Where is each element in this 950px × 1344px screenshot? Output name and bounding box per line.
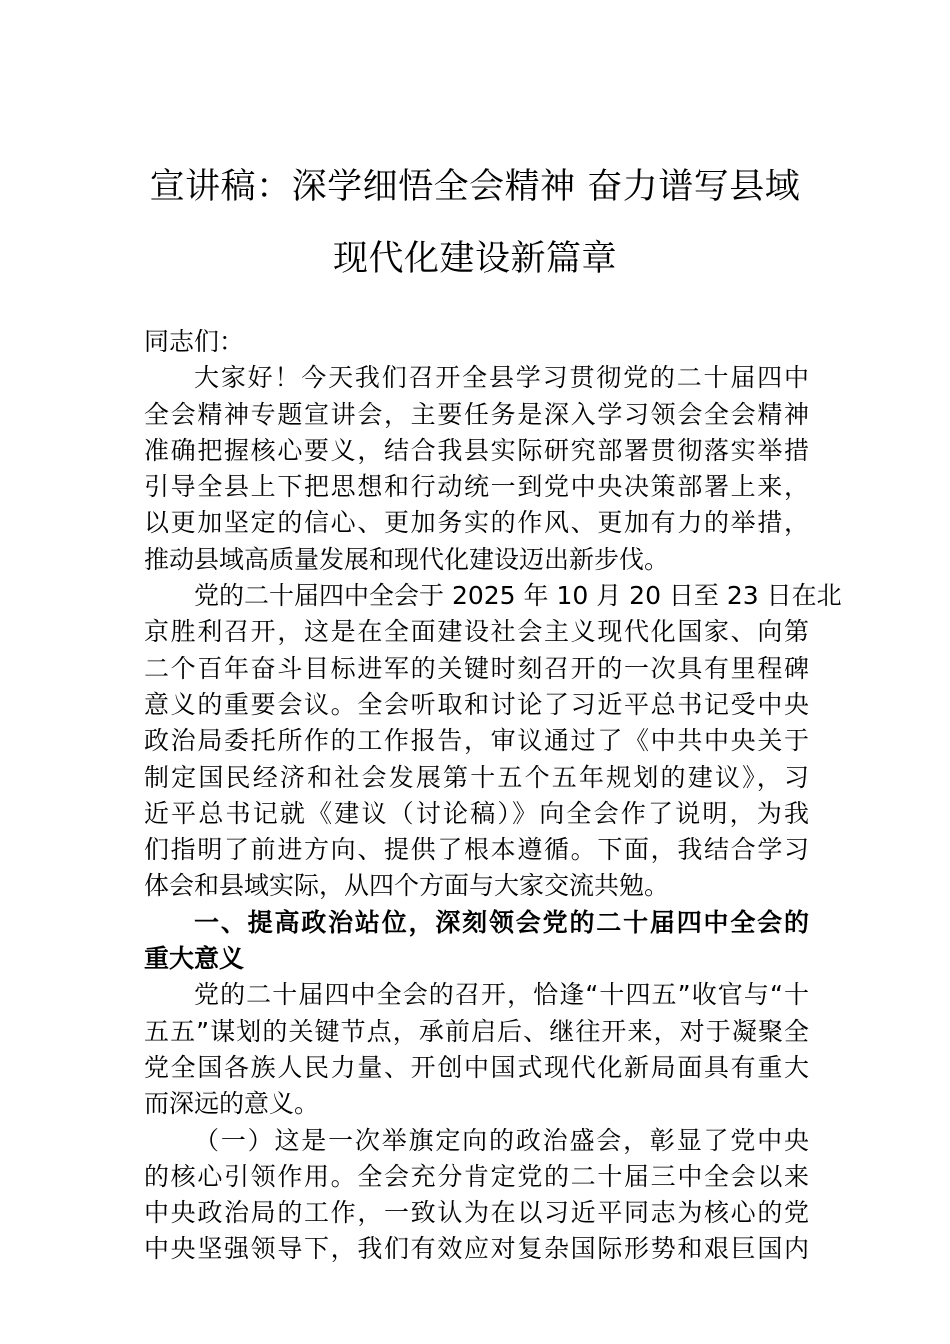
paragraph-line: 近平总书记就《建议（讨论稿）》向全会作了说明，为我 — [144, 798, 809, 828]
paragraph-line: 意义的重要会议。全会听取和讨论了习近平总书记受中央 — [144, 689, 809, 719]
document-title-line-2: 现代化建设新篇章 — [332, 239, 617, 279]
paragraph-line: 制定国民经济和社会发展第十五个五年规划的建议》，习 — [144, 762, 809, 792]
paragraph — [144, 1123, 809, 1268]
paragraph-line: 全会精神专题宣讲会，主要任务是深入学习领会全会精神 — [144, 399, 809, 429]
paragraph-line: 重大意义 — [144, 944, 245, 974]
paragraph-line: 党的二十届四中全会于 2025 年 10 月 20 日至 23 日在北 — [194, 581, 842, 611]
paragraph-line: 准确把握核心要义，结合我县实际研究部署贯彻落实举措 — [144, 435, 809, 465]
paragraph-line: 体会和县域实际，从四个方面与大家交流共勉。 — [144, 871, 670, 901]
paragraph-line: 而深远的意义。 — [144, 1089, 320, 1119]
section-heading — [144, 905, 809, 978]
paragraph-line: （一）这是一次举旗定向的政治盛会，彰显了党中央 — [194, 1125, 809, 1155]
paragraph-line: 二个百年奋斗目标进军的关键时刻召开的一次具有里程碑 — [144, 653, 809, 683]
salutation-text: 同志们： — [144, 327, 245, 356]
paragraph — [144, 360, 809, 578]
paragraph-line: 以更加坚定的信心、更加务实的作风、更加有力的举措， — [144, 508, 809, 538]
paragraph-line: 五五”谋划的关键节点，承前启后、继往开来，对于凝聚全 — [144, 1016, 809, 1046]
paragraph-line: 的核心引领作用。全会充分肯定党的二十届三中全会以来 — [144, 1161, 809, 1191]
paragraph-list — [144, 360, 842, 1267]
paragraph-line: 们指明了前进方向、提供了根本遵循。下面，我结合学习 — [144, 835, 809, 865]
paragraph — [144, 977, 809, 1122]
paragraph-line: 中央政治局的工作，一致认为在以习近平同志为核心的党 — [144, 1198, 809, 1228]
paragraph-line: 推动县域高质量发展和现代化建设迈出新步伐。 — [144, 544, 670, 574]
paragraph-line: 大家好！今天我们召开全县学习贯彻党的二十届四中 — [194, 363, 809, 393]
paragraph-line: 党全国各族人民力量、开创中国式现代化新局面具有重大 — [144, 1052, 809, 1082]
paragraph-line: 引导全县上下把思想和行动统一到党中央决策部署上来， — [144, 472, 809, 502]
paragraph-line: 党的二十届四中全会的召开，恰逢“十四五”收官与“十 — [194, 980, 809, 1010]
paragraph-line: 中央坚强领导下，我们有效应对复杂国际形势和艰巨国内 — [144, 1234, 809, 1264]
paragraph — [144, 578, 842, 905]
document-body — [144, 324, 842, 1268]
paragraph-line: 政治局委托所作的工作报告，审议通过了《中共中央关于 — [144, 726, 809, 756]
paragraph-line: 京胜利召开，这是在全面建设社会主义现代化国家、向第 — [144, 617, 809, 647]
paragraph-line: 一、提高政治站位，深刻领会党的二十届四中全会的 — [194, 907, 809, 937]
document-title-line-1: 宣讲稿：深学细悟全会精神 奋力谱写县域 — [149, 167, 801, 207]
salutation — [144, 324, 809, 360]
